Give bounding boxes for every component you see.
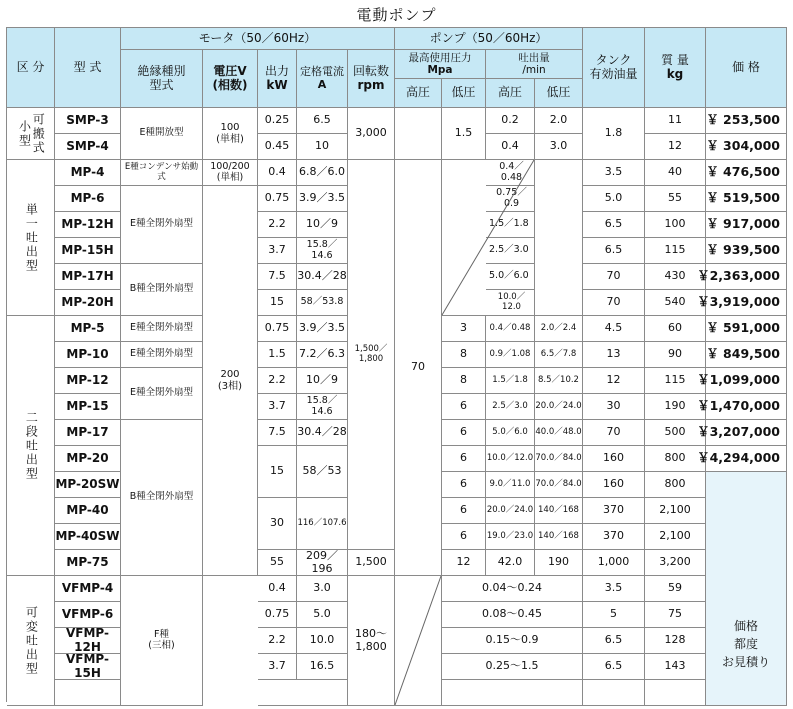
model-cell: VFMP-15H <box>55 654 121 680</box>
output-cell: 2.2 <box>258 628 297 654</box>
model-cell: VFMP-12H <box>55 628 121 654</box>
insulation-cell: E種コンデンサ始動式 <box>121 160 203 186</box>
current-cell: 6.5 <box>297 108 348 134</box>
output-cell: 15 <box>258 446 297 498</box>
high-discharge-cell: 19.0／23.0 <box>486 524 535 550</box>
mass-cell: 2,100 <box>645 498 706 524</box>
current-cell: 16.5 <box>297 654 348 680</box>
tank-cell: 370 <box>583 524 645 550</box>
discharge-cell: 5.0／6.0 <box>486 264 535 290</box>
header-price: 価 格 <box>706 28 787 108</box>
output-cell: 7.5 <box>258 420 297 446</box>
output-cell: 3.7 <box>258 394 297 420</box>
current-cell: 3.0 <box>297 576 348 602</box>
current-cell: 209／196 <box>297 550 348 576</box>
model-cell: SMP-3 <box>55 108 121 134</box>
discharge-range-cell: 0.04～0.24 <box>442 576 583 602</box>
mass-cell: 11 <box>645 108 706 134</box>
empty-cell <box>258 680 348 706</box>
mass-cell: 60 <box>645 316 706 342</box>
price-cell: ￥ 519,500 <box>706 186 787 212</box>
mass-cell: 540 <box>645 290 706 316</box>
mass-cell: 190 <box>645 394 706 420</box>
tank-cell: 30 <box>583 394 645 420</box>
tank-cell: 6.5 <box>583 238 645 264</box>
diagonal-line <box>442 160 534 315</box>
current-cell: 15.8／14.6 <box>297 394 348 420</box>
low-discharge-cell: 2.0 <box>535 108 583 134</box>
rpm-cell: 3,000 <box>348 108 395 160</box>
model-cell: MP-17H <box>55 264 121 290</box>
low-discharge-cell: 40.0／48.0 <box>535 420 583 446</box>
mass-cell: 75 <box>645 602 706 628</box>
mass-cell: 128 <box>645 628 706 654</box>
mass-cell: 800 <box>645 446 706 472</box>
empty-cell <box>645 680 706 706</box>
tank-cell: 1,000 <box>583 550 645 576</box>
mass-cell: 55 <box>645 186 706 212</box>
current-cell: 5.0 <box>297 602 348 628</box>
high-discharge-cell: 0.4 <box>486 134 535 160</box>
tank-cell: 6.5 <box>583 212 645 238</box>
model-cell: MP-6 <box>55 186 121 212</box>
tank-cell: 6.5 <box>583 628 645 654</box>
model-cell: MP-12H <box>55 212 121 238</box>
tank-cell: 4.5 <box>583 316 645 342</box>
output-cell: 30 <box>258 498 297 550</box>
mass-cell: 2,100 <box>645 524 706 550</box>
model-cell: MP-20 <box>55 446 121 472</box>
empty-cell <box>442 680 583 706</box>
low-pressure-cell: 8 <box>442 368 486 394</box>
price-cell: ￥ 476,500 <box>706 160 787 186</box>
low-pressure-cell: 6 <box>442 524 486 550</box>
model-cell: MP-20SW <box>55 472 121 498</box>
tank-cell: 70 <box>583 290 645 316</box>
output-cell: 1.5 <box>258 342 297 368</box>
tank-cell: 1.8 <box>583 108 645 160</box>
high-discharge-cell: 10.0／12.0 <box>486 446 535 472</box>
low-pressure-cell: 1.5 <box>442 108 486 160</box>
header-high-discharge: 高圧 <box>486 79 535 108</box>
mass-cell: 3,200 <box>645 550 706 576</box>
discharge-cell: 10.0／12.0 <box>486 290 535 316</box>
price-cell: ￥ 591,000 <box>706 316 787 342</box>
output-cell: 55 <box>258 550 297 576</box>
header-tank: タンク 有効油量 <box>583 28 645 108</box>
output-cell: 15 <box>258 290 297 316</box>
high-discharge-cell: 5.0／6.0 <box>486 420 535 446</box>
price-cell: ￥ 253,500 <box>706 108 787 134</box>
price-cell: ￥2,363,000 <box>706 264 787 290</box>
mass-cell: 115 <box>645 238 706 264</box>
tank-cell: 6.5 <box>583 654 645 680</box>
current-cell: 30.4／28 <box>297 420 348 446</box>
mass-cell: 800 <box>645 472 706 498</box>
output-cell: 0.75 <box>258 316 297 342</box>
low-pressure-cell: 6 <box>442 420 486 446</box>
header-mass: 質 量 kg <box>645 28 706 108</box>
output-cell: 0.25 <box>258 108 297 134</box>
model-cell: MP-17 <box>55 420 121 446</box>
insulation-cell: E種全閉外扇型 <box>121 316 203 342</box>
low-pressure-cell: 6 <box>442 498 486 524</box>
header-high-pressure: 高圧 <box>395 79 442 108</box>
high-discharge-cell: 20.0／24.0 <box>486 498 535 524</box>
low-discharge-cell: 140／168 <box>535 524 583 550</box>
discharge-cell: 0.75／0.9 <box>486 186 535 212</box>
high-discharge-cell: 9.0／11.0 <box>486 472 535 498</box>
high-pressure-cell <box>395 108 442 160</box>
model-cell: MP-15H <box>55 238 121 264</box>
price-cell: ￥3,919,000 <box>706 290 787 316</box>
group-variable: 可変吐出型 <box>7 576 55 706</box>
tank-cell: 5.0 <box>583 186 645 212</box>
model-cell: MP-10 <box>55 342 121 368</box>
insulation-cell: E種全閉外扇型 <box>121 186 203 264</box>
low-discharge-cell: 8.5／10.2 <box>535 368 583 394</box>
mass-cell: 430 <box>645 264 706 290</box>
current-cell: 30.4／28 <box>297 264 348 290</box>
discharge-cell: 1.5／1.8 <box>486 212 535 238</box>
header-motor: モータ（50／60Hz） <box>121 28 395 50</box>
pump-table <box>6 27 787 702</box>
header-rpm: 回転数 rpm <box>348 50 395 108</box>
current-cell: 10 <box>297 134 348 160</box>
current-cell: 3.9／3.5 <box>297 186 348 212</box>
model-cell: MP-40SW <box>55 524 121 550</box>
mass-cell: 100 <box>645 212 706 238</box>
low-discharge-cell: 70.0／84.0 <box>535 472 583 498</box>
mass-cell: 59 <box>645 576 706 602</box>
group-single: 単一吐出型 <box>7 160 55 316</box>
insulation-cell: B種全閉外扇型 <box>121 420 203 576</box>
discharge-range-cell: 0.25～1.5 <box>442 654 583 680</box>
low-discharge-cell: 6.5／7.8 <box>535 342 583 368</box>
current-cell: 7.2／6.3 <box>297 342 348 368</box>
current-cell: 6.8／6.0 <box>297 160 348 186</box>
group-portable: 可搬式小型 <box>7 108 55 160</box>
low-pressure-cell: 6 <box>442 472 486 498</box>
header-model: 型 式 <box>55 28 121 108</box>
header-insulation: 絶縁種別 型式 <box>121 50 203 108</box>
discharge-range-cell: 0.15～0.9 <box>442 628 583 654</box>
low-discharge-cell: 140／168 <box>535 498 583 524</box>
mass-cell: 115 <box>645 368 706 394</box>
output-cell: 3.7 <box>258 238 297 264</box>
price-cell: ￥1,099,000 <box>706 368 787 394</box>
mass-cell: 143 <box>645 654 706 680</box>
current-cell: 116／107.6 <box>297 498 348 550</box>
diagonal-line <box>395 576 441 705</box>
tank-cell: 160 <box>583 446 645 472</box>
discharge-cell: 0.4／0.48 <box>486 160 535 186</box>
header-discharge: 吐出量 /min <box>486 50 583 79</box>
header-kubun: 区 分 <box>7 28 55 108</box>
header-current: 定格電流 A <box>297 50 348 108</box>
output-cell: 0.75 <box>258 186 297 212</box>
output-cell: 0.4 <box>258 160 297 186</box>
tank-cell: 70 <box>583 420 645 446</box>
model-cell: MP-15 <box>55 394 121 420</box>
low-pressure-cell: 6 <box>442 394 486 420</box>
mass-cell: 40 <box>645 160 706 186</box>
model-cell: VFMP-6 <box>55 602 121 628</box>
diagonal-cell <box>442 160 535 316</box>
diagonal-cell <box>395 576 442 706</box>
output-cell: 3.7 <box>258 654 297 680</box>
tank-cell: 370 <box>583 498 645 524</box>
high-discharge-cell: 42.0 <box>486 550 535 576</box>
price-cell: ￥ 917,000 <box>706 212 787 238</box>
low-discharge-cell: 70.0／84.0 <box>535 446 583 472</box>
insulation-cell: F種 (三相) <box>121 576 203 706</box>
price-cell: ￥ 849,500 <box>706 342 787 368</box>
voltage-cell: 100 (単相) <box>203 108 258 160</box>
group-twostage: 二段吐出型 <box>7 316 55 576</box>
model-cell: MP-75 <box>55 550 121 576</box>
model-cell: SMP-4 <box>55 134 121 160</box>
rpm-cell: 1,500／1,800 <box>348 160 395 550</box>
mass-cell: 500 <box>645 420 706 446</box>
price-cell: ￥1,470,000 <box>706 394 787 420</box>
tank-cell: 160 <box>583 472 645 498</box>
current-cell: 15.8／14.6 <box>297 238 348 264</box>
header-low-pressure: 低圧 <box>442 79 486 108</box>
price-on-request: 価格 都度 お見積り <box>706 472 787 706</box>
price-cell: ￥3,207,000 <box>706 420 787 446</box>
low-pressure-cell: 3 <box>442 316 486 342</box>
discharge-cell: 2.5／3.0 <box>486 238 535 264</box>
low-discharge-cell: 190 <box>535 550 583 576</box>
current-cell: 58／53.8 <box>297 290 348 316</box>
tank-cell: 13 <box>583 342 645 368</box>
price-cell: ￥ 939,500 <box>706 238 787 264</box>
low-discharge-cell: 3.0 <box>535 134 583 160</box>
voltage-cell: 200 (3相) <box>203 186 258 576</box>
current-cell: 10／9 <box>297 212 348 238</box>
tank-cell: 3.5 <box>583 576 645 602</box>
low-pressure-cell: 12 <box>442 550 486 576</box>
rpm-cell: 180～ 1,800 <box>348 576 395 706</box>
insulation-cell: E種全閉外扇型 <box>121 368 203 420</box>
high-discharge-cell: 0.9／1.08 <box>486 342 535 368</box>
high-discharge-cell: 0.4／0.48 <box>486 316 535 342</box>
tank-cell: 3.5 <box>583 160 645 186</box>
price-cell: ￥4,294,000 <box>706 446 787 472</box>
output-cell: 0.75 <box>258 602 297 628</box>
output-cell: 2.2 <box>258 212 297 238</box>
output-cell: 7.5 <box>258 264 297 290</box>
model-cell: MP-20H <box>55 290 121 316</box>
rpm-cell: 1,500 <box>348 550 395 576</box>
output-cell: 2.2 <box>258 368 297 394</box>
high-pressure-cell: 70 <box>395 160 442 576</box>
header-pump: ポンプ（50／60Hz） <box>395 28 583 50</box>
high-discharge-cell: 1.5／1.8 <box>486 368 535 394</box>
mass-cell: 12 <box>645 134 706 160</box>
low-discharge-cell <box>535 160 583 316</box>
header-low-discharge: 低圧 <box>535 79 583 108</box>
insulation-cell: E種開放型 <box>121 108 203 160</box>
current-cell: 58／53 <box>297 446 348 498</box>
model-cell: MP-5 <box>55 316 121 342</box>
low-pressure-cell: 8 <box>442 342 486 368</box>
header-output: 出力 kW <box>258 50 297 108</box>
low-pressure-cell: 6 <box>442 446 486 472</box>
tank-cell: 12 <box>583 368 645 394</box>
model-cell: VFMP-4 <box>55 576 121 602</box>
price-cell: ￥ 304,000 <box>706 134 787 160</box>
mass-cell: 90 <box>645 342 706 368</box>
output-cell: 0.4 <box>258 576 297 602</box>
tank-cell: 5 <box>583 602 645 628</box>
low-discharge-cell: 20.0／24.0 <box>535 394 583 420</box>
voltage-cell: 100/200 (単相) <box>203 160 258 186</box>
output-cell: 0.45 <box>258 134 297 160</box>
discharge-range-cell: 0.08～0.45 <box>442 602 583 628</box>
header-voltage: 電圧V (相数) <box>203 50 258 108</box>
high-discharge-cell: 0.2 <box>486 108 535 134</box>
current-cell: 3.9／3.5 <box>297 316 348 342</box>
model-cell: MP-12 <box>55 368 121 394</box>
tank-cell: 70 <box>583 264 645 290</box>
page-title: 電動ポンプ <box>356 6 437 24</box>
current-cell: 10.0 <box>297 628 348 654</box>
model-cell-empty <box>55 680 121 706</box>
insulation-cell: B種全閉外扇型 <box>121 264 203 316</box>
insulation-cell: E種全閉外扇型 <box>121 342 203 368</box>
model-cell: MP-4 <box>55 160 121 186</box>
current-cell: 10／9 <box>297 368 348 394</box>
low-discharge-cell: 2.0／2.4 <box>535 316 583 342</box>
empty-cell <box>583 680 645 706</box>
high-discharge-cell: 2.5／3.0 <box>486 394 535 420</box>
model-cell: MP-40 <box>55 498 121 524</box>
header-max-pressure: 最高使用圧力 Mpa <box>395 50 486 79</box>
